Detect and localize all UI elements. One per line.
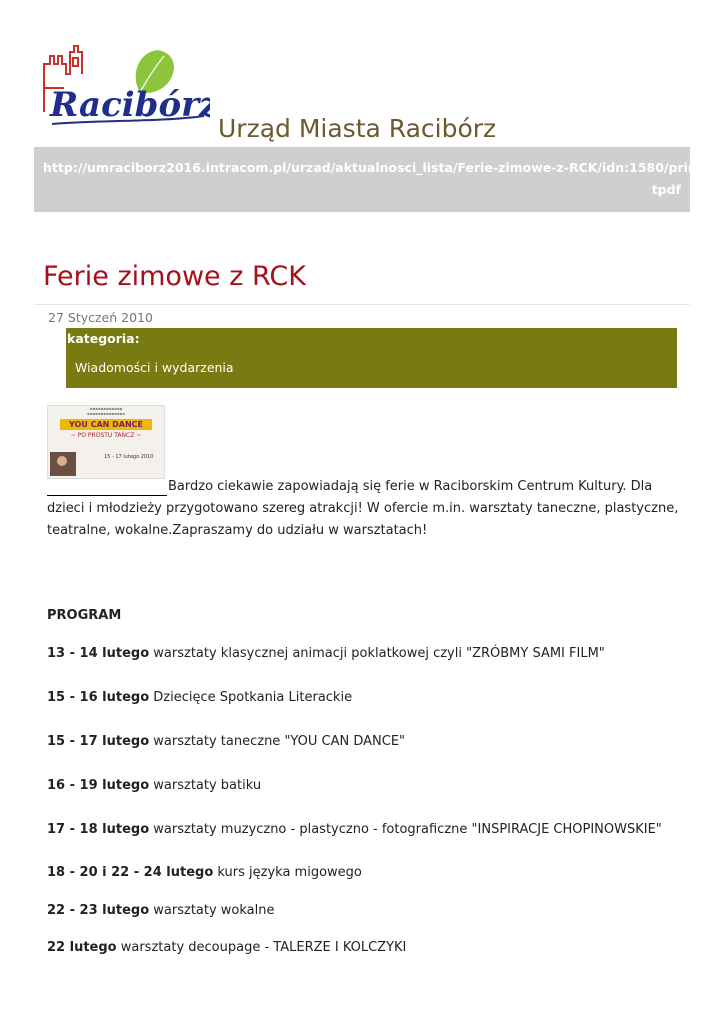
program-item-text: warsztaty decoupage - TALERZE I KOLCZYKI (116, 940, 407, 955)
program-item (47, 865, 362, 880)
svg-text:Racibórz: Racibórz (50, 85, 210, 125)
article-date: 27 Styczeń 2010 (48, 310, 153, 325)
program-heading: PROGRAM (47, 608, 122, 623)
event-poster-image[interactable] (47, 405, 165, 479)
site-title: Urząd Miasta Racibórz (218, 114, 497, 143)
program-item-date: 15 - 17 lutego (47, 734, 150, 749)
program-item-date: 22 - 23 lutego (47, 903, 150, 918)
program-item-text: Dziecięce Spotkania Literackie (149, 690, 353, 705)
program-item-text: warsztaty taneczne "YOU CAN DANCE" (149, 734, 406, 749)
program-item-text: warsztaty klasycznej animacji poklatkowej czyli "ZRÓBMY SAMI FILM" (149, 646, 605, 661)
poster-header-text: ▪▪▪▪▪▪▪▪▪▪▪▪ ▪▪▪▪▪▪▪▪▪▪▪▪▪▪ (87, 406, 125, 416)
article-title: Ferie zimowe z RCK (43, 261, 306, 292)
program-item-date: 16 - 19 lutego (47, 778, 150, 793)
category-label: kategoria: (67, 331, 140, 346)
program-item (47, 690, 352, 705)
print-url-line-1[interactable]: http://umraciborz2016.intracom.pl/urzad/aktualnosci_lista/Ferie-zimowe-z-RCK/idn:1580/prin (43, 160, 697, 175)
program-item-text: kurs języka migowego (213, 865, 362, 880)
poster-subline: ~ PO PROSTU TAŃCZ ~ (70, 432, 142, 439)
category-value[interactable]: Wiadomości i wydarzenia (75, 360, 234, 375)
program-item (47, 646, 605, 661)
title-divider (34, 304, 690, 305)
print-url-line-2[interactable]: tpdf (651, 182, 681, 197)
program-item-date: 15 - 16 lutego (47, 690, 150, 705)
program-item-date: 18 - 20 i 22 - 24 lutego (47, 865, 214, 880)
program-item-date: 13 - 14 lutego (47, 646, 150, 661)
program-item-date: 17 - 18 lutego (47, 822, 150, 837)
program-item (47, 940, 406, 955)
program-item (47, 822, 662, 837)
article-intro: Bardzo ciekawie zapowiadają się ferie w Raciborskim Centrum Kultury. Dla dzieci i młodzieży przygotowano szereg atrakcji! W ofercie m.in. warsztaty taneczne, plastyczne, teatralne, wokalne.Zapraszamy do udziału w warsztatach! (47, 479, 679, 538)
program-item-text: warsztaty muzyczno - plastyczno - fotograficzne "INSPIRACJE CHOPINOWSKIE" (149, 822, 662, 837)
category-box (66, 328, 677, 388)
print-url-bar (34, 147, 697, 212)
program-item (47, 903, 275, 918)
program-item-text: warsztaty batiku (149, 778, 262, 793)
poster-photo (50, 452, 76, 476)
poster-dates: 15 - 17 lutego 2010 (104, 454, 154, 460)
program-item (47, 778, 261, 793)
program-item (47, 734, 405, 749)
program-item-text: warsztaty wokalne (149, 903, 275, 918)
program-item-date: 22 lutego (47, 940, 117, 955)
raciborz-logo (40, 42, 210, 134)
poster-headline: YOU CAN DANCE (60, 419, 152, 430)
